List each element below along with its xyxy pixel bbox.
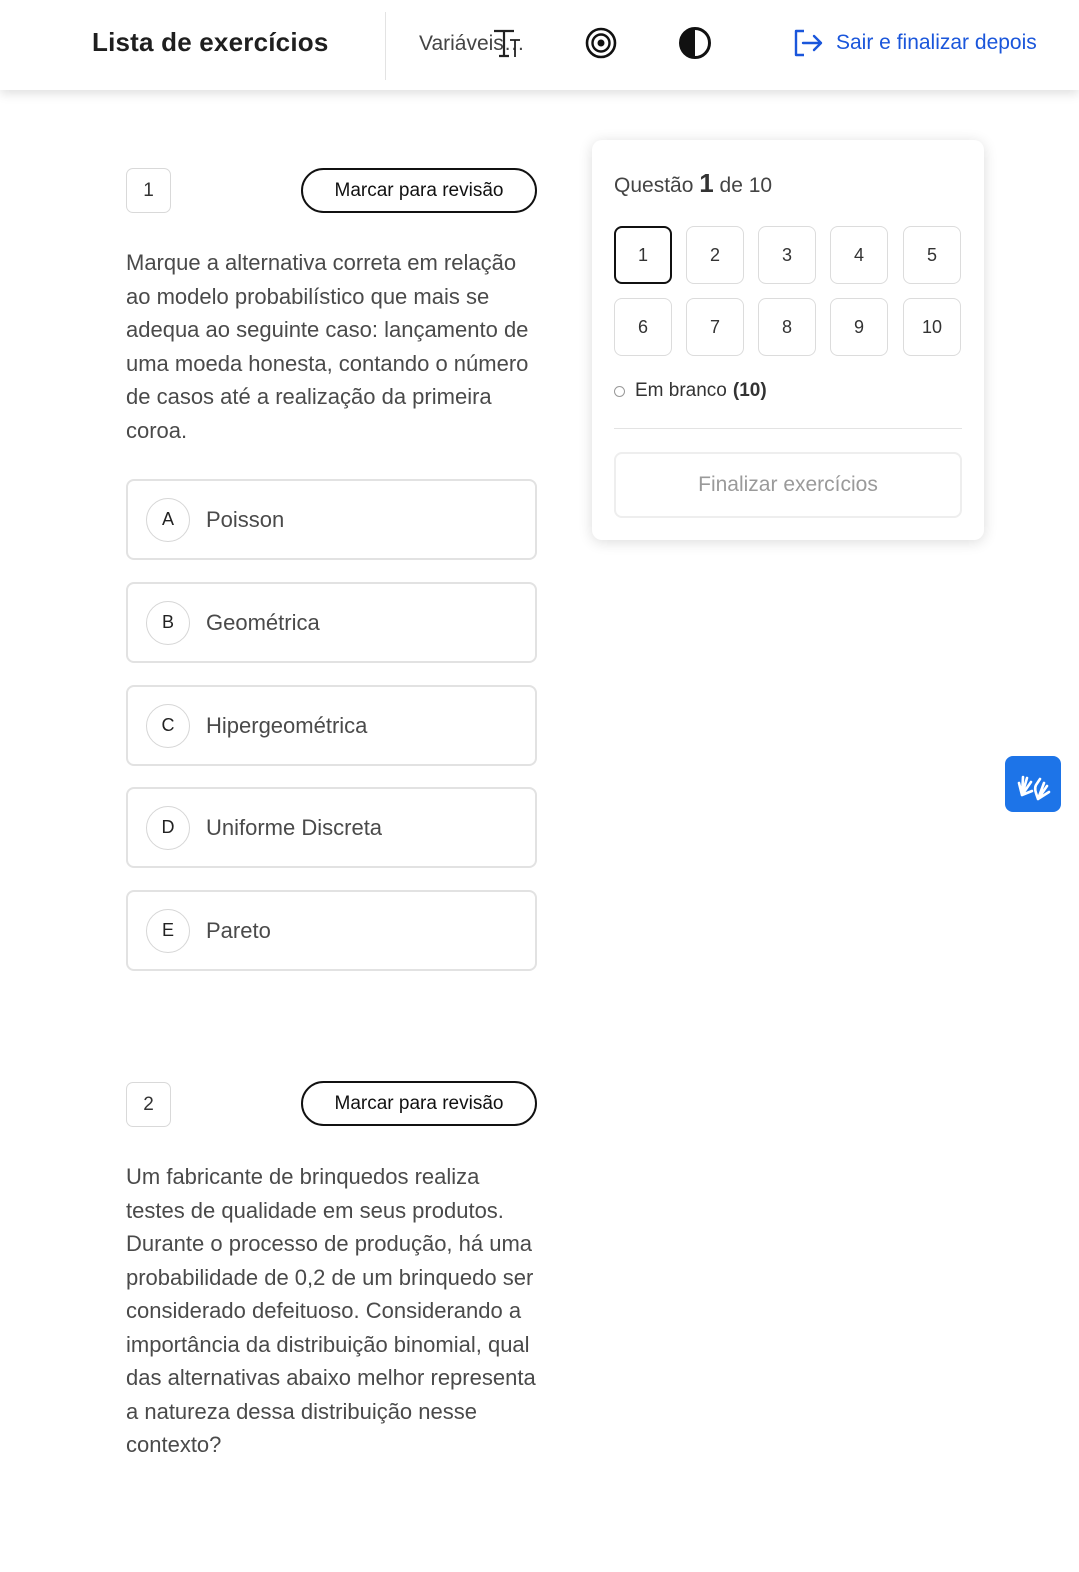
option-letter: E [146,909,190,953]
blank-status-icon [614,386,625,397]
option-text: Pareto [206,917,271,943]
question-navigator-panel [592,140,984,540]
exit-and-finish-later-link[interactable] [792,28,1037,58]
question-text: Marque a alternativa correta em relação ao modelo probabilístico que mais se adequa ao seguinte caso: lançamento de uma moeda honesta, contando o número de casos até a realização da primeira coroa. [126,250,529,443]
finish-exercises-button[interactable]: Finalizar exercícios [614,452,962,518]
mark-for-review-button[interactable]: Marcar para revisão [301,168,537,213]
option-text: Poisson [206,506,285,532]
legend-label: Em branco [635,380,727,401]
question-number: 2 [126,1082,171,1127]
option-letter: C [146,704,190,748]
option-b[interactable] [126,582,537,663]
logout-icon [792,28,826,58]
question-nav-button[interactable]: 4 [830,226,888,284]
blank-legend [614,380,767,402]
sign-language-widget-button[interactable] [1005,756,1061,812]
hands-icon [1014,765,1052,803]
question-nav-button[interactable]: 2 [686,226,744,284]
option-text: Hipergeométrica [206,712,368,738]
font-size-icon[interactable] [492,28,522,65]
mark-for-review-button[interactable]: Marcar para revisão [301,1081,537,1126]
current-question: 1 [699,168,714,198]
panel-divider [614,428,962,429]
question-progress [614,168,772,199]
question-nav-button[interactable]: 9 [830,298,888,356]
target-icon[interactable] [584,26,618,65]
option-a[interactable] [126,479,537,560]
question-text: Um fabricante de brinquedos realiza testes de qualidade em seus produtos. Durante o processo de produção, há uma probabilidade de 0,2 de um brinquedo ser considerado defeituoso. Considerando a importância da distribuição binomial, qual das alternativas abaixo melhor representa a natureza dessa distribuição nesse contexto? [126,1164,536,1457]
question-number: 1 [126,168,171,213]
question-nav-button[interactable]: 5 [903,226,961,284]
page-title: Lista de exercícios [92,27,329,57]
option-text: Uniforme Discreta [206,814,383,840]
option-e[interactable] [126,890,537,971]
question-nav-button[interactable]: 10 [903,298,961,356]
option-d[interactable] [126,787,537,868]
option-letter: A [146,498,190,542]
question-nav-button[interactable]: 1 [614,226,672,284]
subject-title: Variáveis… [419,32,525,55]
contrast-icon[interactable] [678,26,712,65]
option-c[interactable] [126,685,537,766]
exit-label: Sair e finalizar depois [836,31,1037,54]
question-nav-button[interactable]: 6 [614,298,672,356]
question-nav-button[interactable]: 7 [686,298,744,356]
question-nav-button[interactable]: 3 [758,226,816,284]
top-bar [0,0,1079,90]
header-divider [385,12,386,80]
option-text: Geométrica [206,609,320,635]
legend-count: (10) [732,380,767,401]
question-nav-button[interactable]: 8 [758,298,816,356]
option-letter: D [146,806,190,850]
progress-suffix: de 10 [719,174,773,197]
option-letter: B [146,601,190,645]
progress-prefix: Questão [614,174,694,197]
